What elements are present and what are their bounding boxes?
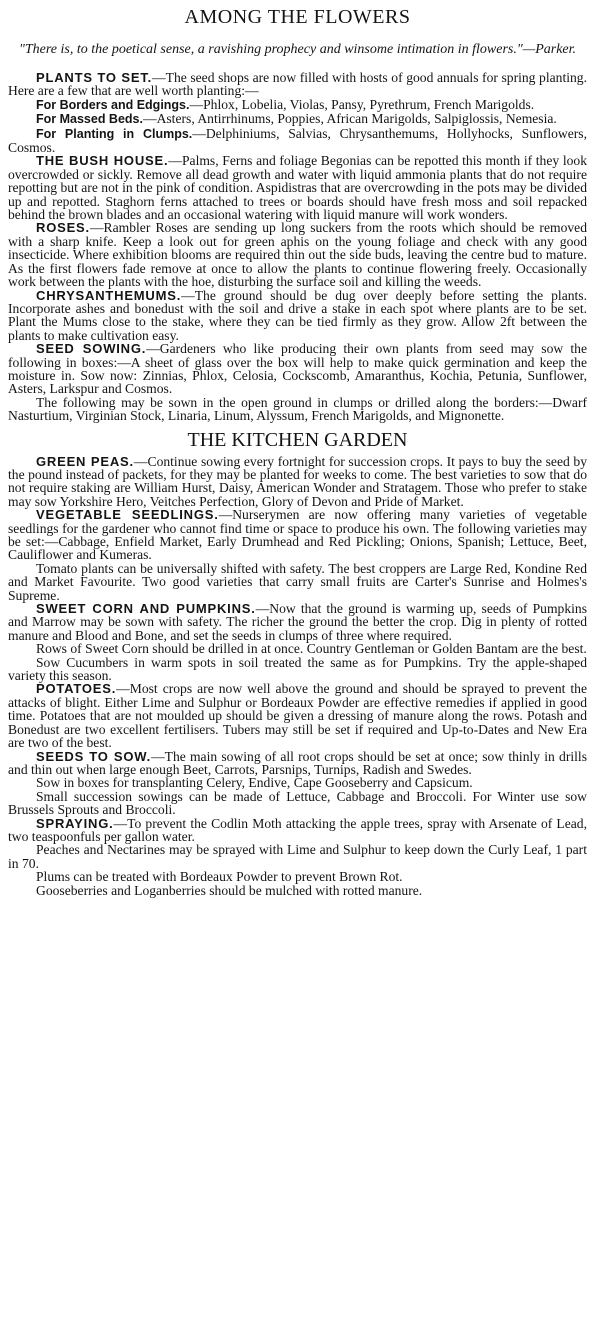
section-title-kitchen: THE KITCHEN GARDEN	[187, 428, 408, 451]
paragraph-plants-to-set	[8, 71, 587, 98]
paragraph-gooseberries: Gooseberries and Loganberries should be mulched with rotted manure.	[36, 882, 423, 898]
paragraph-chrysanthemums	[8, 289, 587, 343]
paragraph-boxes: Sow in boxes for transplanting Celery, Endive, Cape Gooseberry and Capsicum.	[36, 775, 473, 791]
heading-sweet-corn: SWEET CORN AND PUMPKINS.	[36, 601, 256, 617]
paragraph-peaches: Peaches and Nectarines may be sprayed with Lime and Sulphur to keep down the Curly Leaf, 1 part in 70.	[8, 842, 587, 871]
paragraph-roses	[8, 221, 587, 288]
paragraph-bush-house	[8, 154, 587, 221]
text-sweet-corn: —Now that the ground is warming up, seeds of Pumpkins and Marrow may be sown with safety. The richer the ground the better the crop. Dig in plenty of rotted manure and Blood and Bone, and set the seeds in clumps of three where required.	[8, 601, 587, 643]
heading-seeds-to-sow: SEEDS TO SOW.	[36, 748, 152, 764]
heading-chrysanthemums: CHRYSANTHEMUMS.	[36, 287, 182, 303]
text-roses: —Rambler Roses are sending up long suckers from the roots which should be removed with a sharp knife. Keep a look out for green aphis on the young foliage and check with any good insecticide. Where exhibition blooms are required thin out the side buds, leaving the centre bud to mature. As the first flowers fade remove at once to allow the plants to continue flowering freely. Occasionally work between the plants with the hoe, disturbing the surface soil and killing the weeds.	[8, 220, 587, 290]
text-massed-beds: —Asters, Antirrhinums, Poppies, African Marigolds, Salpiglossis, Nemesia.	[142, 111, 557, 127]
heading-seed-sowing: SEED SOWING.	[36, 341, 147, 357]
text-bush-house: —Palms, Ferns and foliage Begonias can be repotted this month if they look overcrowded or sickly. Remove all dead growth and water with liquid ammonia plants that do not require repotting but are not in the pink of condition. Aspidistras that are overcrowding in the pots may be divided up and repotted. Staghorn ferns attached to trees or boards should have fresh moss and soil repacked behind the brown blades and an occasional watering with liquid manure will work wonders.	[8, 153, 587, 223]
text-seed-sowing: —Gardeners who like producing their own plants from seed may sow the following in boxes:—A sheet of glass over the box will help to make quick germination and keep the moisture in. Sow now: Zinnias, Phlox, Celosia, Cockscomb, Amaranthus, Kochia, Petunia, Sunflower, Asters, Larkspur and Cosmos.	[8, 341, 587, 397]
text-spraying: —To prevent the Codlin Moth attacking the apple trees, spray with Arsenate of Lead, two teaspoonfuls per gallon water.	[8, 815, 587, 844]
epigraph-quote: "There is, to the poetical sense, a ravishing prophecy and winsome intimation in flowers."—Parker.	[18, 42, 577, 57]
paragraph-vegetable-seedlings	[8, 508, 587, 562]
text-plants-to-set: —The seed shops are now filled with hosts of good annuals for spring planting. Here are a few that are well worth planting:—	[8, 70, 587, 99]
paragraph-plums: Plums can be treated with Bordeaux Powder to prevent Brown Rot.	[36, 869, 403, 885]
paragraph-potatoes	[8, 682, 587, 749]
paragraph-spraying	[8, 817, 587, 844]
text-clumps: —Delphiniums, Salvias, Chrysanthemums, Hollyhocks, Sunflowers, Cosmos.	[8, 125, 587, 156]
paragraph-seeds-to-sow	[8, 750, 587, 777]
paragraph-sweet-corn	[8, 602, 587, 642]
paragraph-open-ground: The following may be sown in the open ground in clumps or drilled along the borders:—Dwarf Nasturtium, Virginian Stock, Linaria, Linum, Alyssum, French Marigolds, and Mignonette.	[8, 394, 587, 424]
paragraph-cucumbers: Sow Cucumbers in warm spots in soil treated the same as for Pumpkins. Try the apple-shaped variety this season.	[8, 654, 587, 684]
heading-borders: For Borders and Edgings.	[36, 97, 190, 112]
text-seeds-to-sow: —The main sowing of all root crops should be set at once; sow thinly in drills and thin out when large enough Beet, Carrots, Parsnips, Turnips, Radish and Swedes.	[8, 748, 587, 777]
paragraph-succession: Small succession sowings can be made of Lettuce, Cabbage and Broccoli. For Winter use sow Brussels Sprouts and Broccoli.	[8, 788, 587, 818]
paragraph-massed-beds	[8, 112, 587, 126]
paragraph-green-peas	[8, 455, 587, 509]
paragraph-rows-corn: Rows of Sweet Corn should be drilled in at once. Country Gentleman or Golden Bantam are the best.	[36, 641, 587, 657]
heading-vegetable-seedlings: VEGETABLE SEEDLINGS.	[36, 507, 219, 523]
section-title-flowers: AMONG THE FLOWERS	[184, 6, 411, 28]
paragraph-tomato: Tomato plants can be universally shifted with safety. The best croppers are Large Red, Kondine Red and Market Favourite. Two good varieties that carry small fruits are Carter's Sunrise and Holmes's Supreme.	[8, 560, 587, 603]
heading-potatoes: POTATOES.	[36, 681, 117, 697]
paragraph-borders	[8, 98, 587, 112]
paragraph-clumps	[8, 127, 587, 155]
heading-spraying: SPRAYING.	[36, 815, 114, 831]
paragraph-seed-sowing	[8, 342, 587, 396]
heading-plants-to-set: PLANTS TO SET.	[36, 70, 153, 85]
heading-green-peas: GREEN PEAS.	[36, 453, 134, 469]
text-green-peas: —Continue sowing every fortnight for succession crops. It pays to buy the seed by the pound instead of packets, for they may be planted for weeks to come. The best varieties to sow that do not require staking are William Hurst, Daisy, American Wonder and Stratagem. Those who prefer to stake may sow Yorkshire Hero, Veitches Perfection, Glory of Devon and Pride of Market.	[8, 453, 588, 509]
heading-roses: ROSES.	[36, 220, 90, 236]
text-chrysanthemums: —The ground should be dug over deeply before setting the plants. Incorporate ashes and bonedust with the soil and drive a stake in each spot where plants are to be set. Plant the Mums close to the stake, where they can be tied firmly as they grow. Allow 2ft between the plants to make cultivation easy.	[8, 287, 587, 343]
heading-bush-house: THE BUSH HOUSE.	[36, 153, 169, 169]
heading-clumps: For Planting in Clumps.	[36, 126, 193, 141]
text-potatoes: —Most crops are now well above the ground and should be sprayed to prevent the attacks of blight. Either Lime and Sulphur or Bordeaux Powder are effective remedies if applied in good time. Potatoes that are not moulded up should be given a dressing of manure along the rows. Potash and Bonedust are two excellent fertilisers. Tubers may still be set if required and Up-to-Dates and New Era are two of the best.	[8, 681, 587, 751]
heading-massed-beds: For Massed Beds.	[36, 112, 143, 127]
text-borders: —Phlox, Lobelia, Violas, Pansy, Pyrethrum, French Marigolds.	[189, 96, 535, 112]
text-vegetable-seedlings: —Nurserymen are now offering many varieties of vegetable seedlings for the gardener who cannot find time or space to produce his own. The following varieties may be set:—Cabbage, Enfield Market, Early Drumhead and Red Pickling; Onions, Spanish; Lettuce, Beet, Cauliflower and Kumeras.	[8, 507, 587, 563]
